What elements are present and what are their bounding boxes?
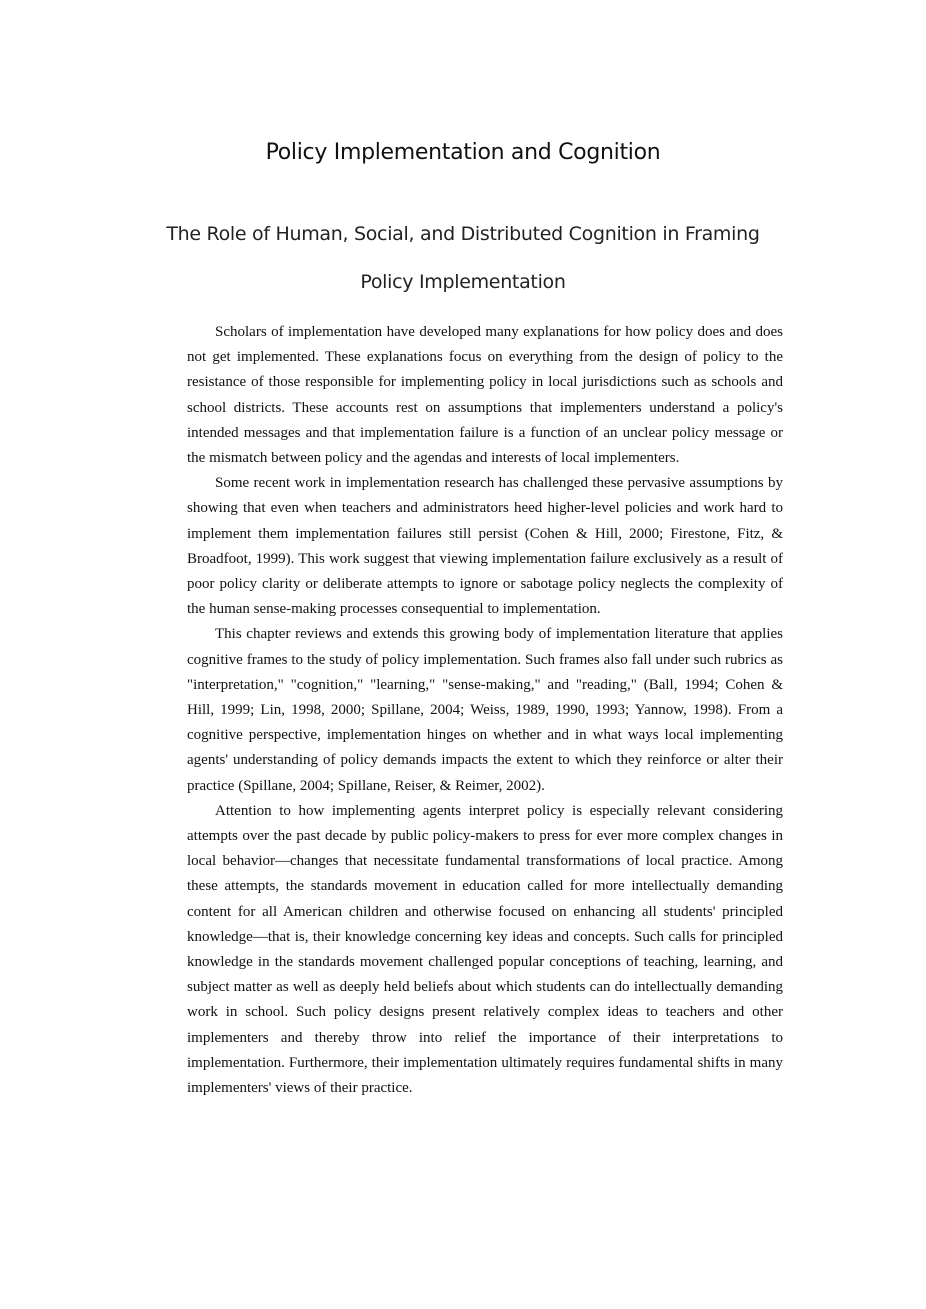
paragraph-1: Scholars of implementation have developed many explanations for how policy does and does not get implemented. These explanations focus on everything from the design of policy to the resistance of those responsible for implementing policy in local jurisdictions such as schools and school districts. These accounts rest on assumptions that implementers understand a policy's intended messages and that implementation failure is a function of an unclear policy message or the mismatch between policy and the agendas and interests of local implementers.	[187, 324, 783, 467]
body-text	[187, 320, 783, 1101]
page-subtitle: The Role of Human, Social, and Distributed Cognition in Framing Policy Implementation	[166, 223, 760, 293]
paragraph-4: Attention to how implementing agents interpret policy is especially relevant considering attempts over the past decade by public policy-makers to press for ever more complex changes in local behavior—changes that necessitate fundamental transformations of local practice. Among these attempts, the standards movement in education called for more intellectually demanding content for all American children and otherwise focused on enhancing all students' principled knowledge—that is, their knowledge concerning key ideas and concepts. Such calls for principled knowledge in the standards movement challenged popular conceptions of teaching, learning, and subject matter as well as deeply held beliefs about which students can do intellectually demanding work in school. Such policy designs present relatively complex ideas to teachers and other implementers and thereby throw into relief the importance of their interpretations to implementation. Furthermore, their implementation ultimately requires fundamental shifts in many implementers' views of their practice.	[187, 802, 783, 1097]
page-title: Policy Implementation and Cognition	[265, 140, 661, 165]
paragraph-3: This chapter reviews and extends this growing body of implementation literature that applies cognitive frames to the study of policy implementation. Such frames also fall under such rubrics as "interpretation," "cognition," "learning," "sense-making," and "reading," (Ball, 1994; Cohen & Hill, 1999; Lin, 1998, 2000; Spillane, 2004; Weiss, 1989, 1990, 1993; Yannow, 1998). From a cognitive perspective, implementation hinges on whether and in what ways local implementing agents' understanding of policy demands impacts the extent to which they reinforce or alter their practice (Spillane, 2004; Spillane, Reiser, & Reimer, 2002).	[187, 626, 783, 794]
paragraph-2: Some recent work in implementation research has challenged these pervasive assumptions by showing that even when teachers and administrators heed higher-level policies and work hard to implement them implementation failures still persist (Cohen & Hill, 2000; Firestone, Fitz, & Broadfoot, 1999). This work suggest that viewing implementation failure exclusively as a result of poor policy clarity or deliberate attempts to ignore or sabotage policy neglects the complexity of the human sense-making processes consequential to implementation.	[187, 475, 783, 618]
